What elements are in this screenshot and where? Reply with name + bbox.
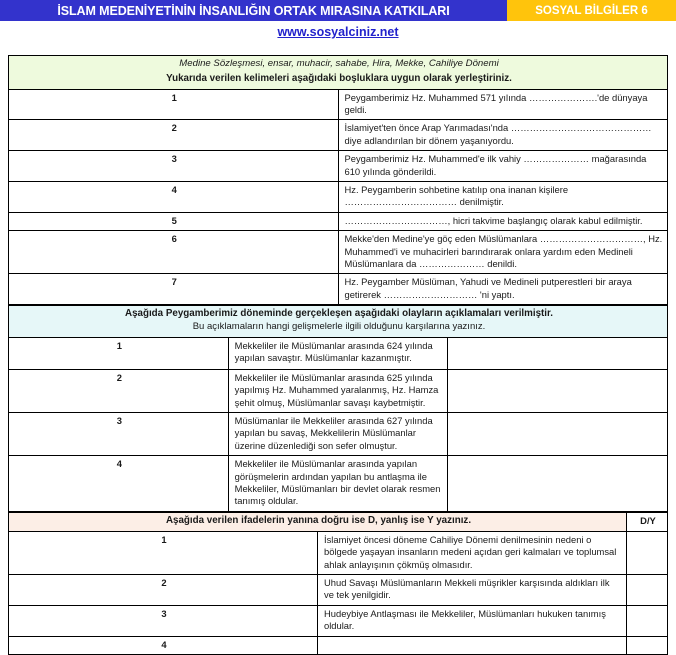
answer-cell[interactable]	[448, 369, 668, 412]
section1-instruction-text: Yukarıda verilen kelimeleri aşağıdaki boşluklara uygun olarak yerleştiriniz.	[166, 72, 512, 84]
website-line	[0, 21, 676, 43]
row-number: 1	[9, 89, 339, 120]
section3-instruction-cell	[9, 512, 627, 531]
answer-cell[interactable]	[448, 456, 668, 512]
row-number: 1	[9, 337, 229, 369]
table-row	[9, 182, 668, 213]
row-number: 2	[9, 574, 318, 605]
section2-instruction-cell	[9, 306, 668, 337]
table-row	[9, 274, 668, 305]
row-text[interactable]: Peygamberimiz Hz. Muhammed 571 yılında ………………….'de dünyaya geldi.	[338, 89, 668, 120]
row-number: 6	[9, 231, 339, 274]
table-row	[9, 574, 668, 605]
row-text: Mekkeliler ile Müslümanlar arasında 624 yılında yapılan savaştır. Müslümanlar kazanmıştır.	[228, 337, 448, 369]
row-text: Mekkeliler ile Müslümanlar arasında yapılan görüşmelerin ardından yapılan bu antlaşma ile Mekkeliler, Müslümanları bir devlet olarak resmen tanımış oldular.	[228, 456, 448, 512]
section2-instruction-line2: Bu açıklamaların hangi gelişmelerle ilgili olduğunu karşılarına yazınız.	[192, 321, 486, 333]
row-text[interactable]: Peygamberimiz Hz. Muhammed'e ilk vahiy ………………… mağarasında 610 yılında gönderildi.	[338, 151, 668, 182]
row-number: 4	[9, 456, 229, 512]
dy-answer-cell[interactable]	[627, 605, 668, 636]
section2-instruction-line1: Aşağıda Peygamberimiz döneminde gerçekleşen aşağıdaki olayların açıklamaları verilmiştir.	[125, 308, 553, 320]
row-text[interactable]: Hz. Peygamber Müslüman, Yahudi ve Medineli putperestleri bir araya getirerek ………………………… 'ni yaptı.	[338, 274, 668, 305]
section3-table	[8, 512, 668, 655]
table-row	[9, 231, 668, 274]
section3-instruction-text: Aşağıda verilen ifadelerin yanına doğru ise D, yanlış ise Y yazınız.	[165, 514, 472, 526]
table-row	[9, 337, 668, 369]
table-row	[9, 212, 668, 230]
row-number: 3	[9, 605, 318, 636]
row-number: 7	[9, 274, 339, 305]
row-number: 3	[9, 412, 229, 455]
dy-answer-cell[interactable]	[627, 574, 668, 605]
section1-word-bank: Medine Sözleşmesi, ensar, muhacir, sahabe, Hira, Mekke, Cahiliye Dönemi	[179, 58, 499, 69]
section1-table	[8, 55, 668, 305]
row-text: İslamiyet öncesi döneme Cahiliye Dönemi denilmesinin nedeni o bölgede yaşayan insanların medeni açıdan geri kalmaları ve toplumsal ahlak anlayışının çökmüş olmasıdır.	[318, 531, 627, 574]
answer-cell[interactable]	[448, 412, 668, 455]
grade-badge: SOSYAL BİLGİLER 6	[507, 0, 676, 21]
row-number: 4	[9, 182, 339, 213]
worksheet-title: İSLAM MEDENİYETİNİN İNSANLIĞIN ORTAK MIRASINA KATKILARI	[0, 0, 507, 21]
table-row	[9, 605, 668, 636]
table-row	[9, 636, 668, 654]
table-row	[9, 369, 668, 412]
row-number: 3	[9, 151, 339, 182]
header-banner	[0, 0, 676, 21]
row-number: 4	[9, 636, 318, 654]
row-text[interactable]: Hz. Peygamberin sohbetine katılıp ona inanan kişilere ……………………………… denilmiştir.	[338, 182, 668, 213]
section1-instruction-cell	[9, 56, 668, 90]
row-number: 5	[9, 212, 339, 230]
worksheet-body	[8, 55, 668, 655]
answer-cell[interactable]	[448, 337, 668, 369]
row-text: Müslümanlar ile Mekkeliler arasında 627 yılında yapılan bu savaş, Mekkelilerin Müslümanlar üzerine düzenlediği son sefer olmuştur.	[228, 412, 448, 455]
row-text: Mekkeliler ile Müslümanlar arasında 625 yılında yapılmış Hz. Muhammed yaralanmış, Hz. Hamza şehit olmuş, Müslümanlar savaşı kaybetmiştir.	[228, 369, 448, 412]
row-text: Hudeybiye Antlaşması ile Mekkeliler, Müslümanları hukuken tanımış oldular.	[318, 605, 627, 636]
row-text[interactable]: ……………………………, hicri takvime başlangıç olarak kabul edilmiştir.	[338, 212, 668, 230]
section2-table	[8, 305, 668, 512]
row-number: 1	[9, 531, 318, 574]
table-row	[9, 89, 668, 120]
table-row	[9, 531, 668, 574]
website-link[interactable]: www.sosyalciniz.net	[277, 25, 399, 39]
table-row	[9, 151, 668, 182]
section1-instruction-row	[9, 56, 668, 90]
section3-instruction-row	[9, 512, 668, 531]
row-text: Uhud Savaşı Müslümanların Mekkeli müşrikler karşısında aldıkları ilk ve tek yenilgidir.	[318, 574, 627, 605]
row-text[interactable]: İslamiyet'ten önce Arap Yarımadası'nda ……………………………………… diye adlandırılan bir dönem yaşanıyordu.	[338, 120, 668, 151]
row-number: 2	[9, 120, 339, 151]
table-row	[9, 456, 668, 512]
dy-answer-cell[interactable]	[627, 531, 668, 574]
table-row	[9, 120, 668, 151]
row-text	[318, 636, 627, 654]
dy-column-header: D/Y	[627, 512, 668, 531]
row-number: 2	[9, 369, 229, 412]
table-row	[9, 412, 668, 455]
dy-answer-cell[interactable]	[627, 636, 668, 654]
row-text[interactable]: Mekke'den Medine'ye göç eden Müslümanlara ……………………………, Hz. Muhammed'i ve muhacirleri barındırarak onlara yardım eden Medineli Müslümanlara da ………………… denildi.	[338, 231, 668, 274]
section2-instruction-row	[9, 306, 668, 337]
